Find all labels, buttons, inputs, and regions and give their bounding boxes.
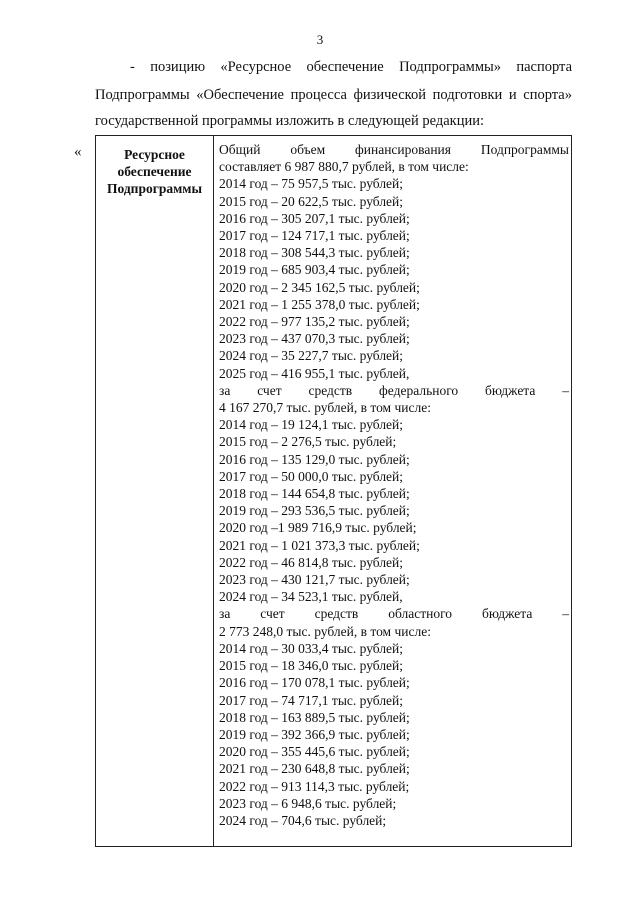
total-year-line: 2020 год – 2 345 162,5 тыс. рублей; [219, 279, 420, 295]
regional-year-line: 2019 год – 392 366,9 тыс. рублей; [219, 726, 410, 742]
federal-funding-line-2: 4 167 270,7 тыс. рублей, в том числе: [219, 400, 431, 416]
row-label: Ресурсное обеспечение Подпрограммы [106, 147, 203, 196]
regional-year-line: 2014 год – 30 033,4 тыс. рублей; [219, 640, 404, 656]
page-number: 3 [316, 32, 324, 47]
federal-funding-line-1: за счет средств федерального бюджета – [219, 382, 569, 398]
resource-table [95, 135, 572, 847]
total-years-list [219, 175, 569, 381]
regional-year-line: 2020 год – 355 445,6 тыс. рублей; [219, 744, 410, 760]
intro-line-1: - позицию «Ресурсное обеспечение Подпрограммы» паспорта [130, 59, 572, 75]
federal-year-line: 2018 год – 144 654,8 тыс. рублей; [219, 486, 410, 502]
regional-funding-line-2: 2 773 248,0 тыс. рублей, в том числе: [219, 623, 431, 639]
federal-year-line: 2014 год – 19 124,1 тыс. рублей; [219, 417, 404, 433]
total-year-line: 2021 год – 1 255 378,0 тыс. рублей; [219, 296, 420, 312]
total-year-line: 2014 год – 75 957,5 тыс. рублей; [219, 176, 404, 192]
federal-year-line: 2017 год – 50 000,0 тыс. рублей; [219, 468, 404, 484]
total-year-line: 2016 год – 305 207,1 тыс. рублей; [219, 210, 410, 226]
regional-year-line: 2015 год – 18 346,0 тыс. рублей; [219, 658, 404, 674]
federal-year-line: 2023 год – 430 121,7 тыс. рублей; [219, 572, 410, 588]
federal-year-line: 2019 год – 293 536,5 тыс. рублей; [219, 503, 410, 519]
regional-year-line: 2016 год – 170 078,1 тыс. рублей; [219, 675, 410, 691]
total-year-line: 2019 год – 685 903,4 тыс. рублей; [219, 262, 410, 278]
federal-years-list [219, 416, 569, 605]
total-year-line: 2015 год – 20 622,5 тыс. рублей; [219, 193, 404, 209]
regional-year-line: 2021 год – 230 648,8 тыс. рублей; [219, 761, 410, 777]
column-divider [213, 136, 214, 846]
total-funding-line-1: Общий объем финансирования Подпрограммы [219, 142, 569, 157]
total-year-line: 2024 год – 35 227,7 тыс. рублей; [219, 348, 404, 364]
total-year-line: 2022 год – 977 135,2 тыс. рублей; [219, 314, 410, 330]
intro-line-2: Подпрограммы «Обеспечение процесса физической подготовки и спорта» [95, 87, 572, 103]
federal-year-line: 2020 год –1 989 716,9 тыс. рублей; [219, 520, 417, 536]
total-year-line: 2017 год – 124 717,1 тыс. рублей; [219, 228, 410, 244]
federal-year-line: 2021 год – 1 021 373,3 тыс. рублей; [219, 537, 420, 553]
regional-years-list [219, 640, 569, 829]
federal-year-line: 2015 год – 2 276,5 тыс. рублей; [219, 434, 397, 450]
total-year-line: 2018 год – 308 544,3 тыс. рублей; [219, 245, 410, 261]
regional-year-line: 2018 год – 163 889,5 тыс. рублей; [219, 709, 410, 725]
federal-year-line: 2024 год – 34 523,1 тыс. рублей, [219, 589, 403, 605]
total-funding-line-2: составляет 6 987 880,7 рублей, в том числе: [219, 159, 469, 175]
regional-year-line: 2023 год – 6 948,6 тыс. рублей; [219, 795, 397, 811]
total-year-line: 2023 год – 437 070,3 тыс. рублей; [219, 331, 410, 347]
intro-line-3: государственной программы изложить в следующей редакции: [95, 113, 485, 129]
opening-quote-mark: « [74, 144, 82, 160]
regional-funding-line-1: за счет средств областного бюджета – [219, 606, 569, 622]
regional-year-line: 2022 год – 913 114,3 тыс. рублей; [219, 778, 410, 794]
federal-year-line: 2016 год – 135 129,0 тыс. рублей; [219, 451, 410, 467]
funding-content [219, 141, 569, 829]
total-year-line: 2025 год – 416 955,1 тыс. рублей, [219, 365, 410, 381]
regional-year-line: 2024 год – 704,6 тыс. рублей; [219, 812, 387, 828]
federal-year-line: 2022 год – 46 814,8 тыс. рублей; [219, 554, 404, 570]
regional-year-line: 2017 год – 74 717,1 тыс. рублей; [219, 692, 404, 708]
